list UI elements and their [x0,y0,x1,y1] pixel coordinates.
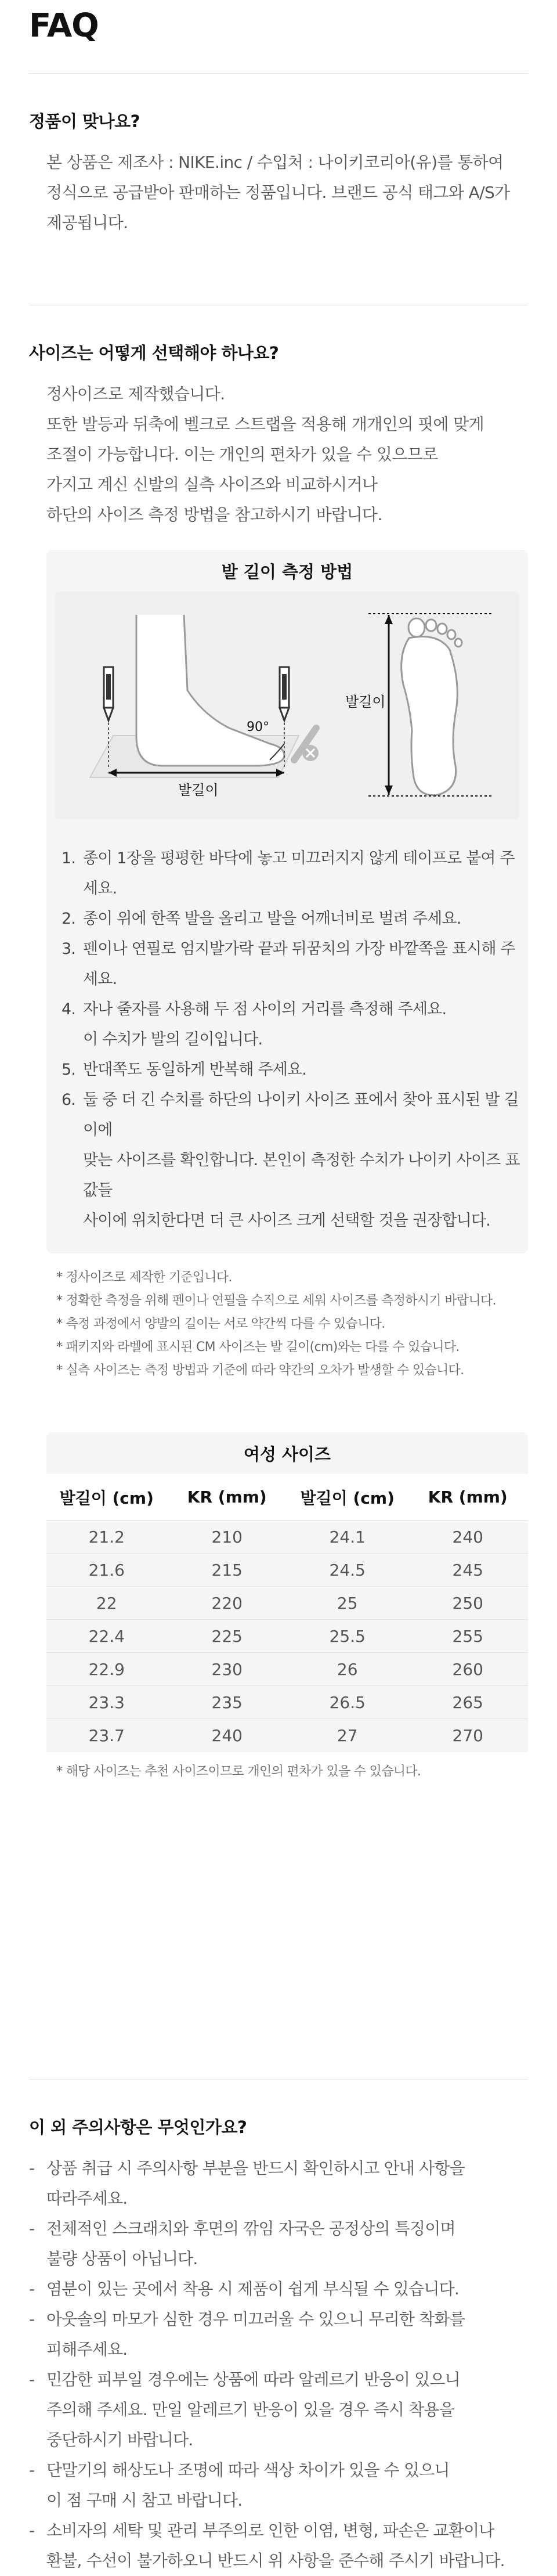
footprint-icon [402,618,462,795]
note-line: * 정사이즈로 제작한 기준입니다. [56,1270,232,1285]
dash-bullet: - [29,2310,35,2329]
list-item [29,2153,528,2184]
answer-line: 정식으로 공급받아 판매하는 정품입니다. 브랜드 공식 태그와 A/S가 [46,183,510,202]
dash-bullet: - [29,2279,35,2298]
faq-question: 정품이 맞나요? [29,111,140,131]
step-number [62,1025,83,1055]
step-text: 둘 중 더 긴 수치를 하단의 나이키 사이즈 표에서 찾아 표시된 발 길이에 [83,1091,519,1139]
table-cell: 215 [211,1560,243,1580]
step-number: 2. [62,910,76,928]
dash-bullet [29,2244,46,2274]
header-cell: 발길이 (cm) [300,1488,395,1508]
answer-line: 조절이 가능합니다. 이는 개인의 편차가 있을 수 있으므로 [46,445,438,464]
step-text: 종이 위에 한쪽 발을 올리고 발을 어깨너비로 벌려 주세요. [83,910,461,928]
measure-step [46,1145,528,1206]
step-text: 맞는 사이즈를 확인합니다. 본인이 측정한 수치가 나이키 사이즈 표 값들 [83,1151,520,1199]
step-text: 반대쪽도 동일하게 반복해 주세요. [83,1061,307,1079]
dash-bullet [29,2546,46,2576]
step-number: 5. [62,1061,76,1079]
dash-bullet [29,2485,46,2516]
caution-text: 중단하시기 바랍니다. [46,2430,193,2449]
dash-bullet [29,2395,46,2425]
caution-text: 피해주세요. [46,2340,128,2359]
table-cell: 26 [337,1659,358,1679]
size-note [56,1760,528,1784]
table-cell: 255 [452,1626,483,1646]
list-item [29,2304,528,2334]
table-row [46,1686,528,1719]
table-row [46,1719,528,1752]
arrow-head [385,615,393,624]
list-item [29,2214,528,2244]
dash-bullet: - [29,2219,35,2238]
list-item [29,2184,528,2214]
table-cell: 245 [452,1560,483,1580]
table-cell: 21.6 [88,1560,125,1580]
measure-step [46,934,528,995]
list-item [29,2365,528,2395]
list-item [29,2395,528,2425]
table-cell: 225 [211,1626,243,1646]
list-item [29,2546,528,2576]
table-row [46,1521,528,1554]
note-line: * 정확한 측정을 위해 펜이나 연필을 수직으로 세워 사이즈를 측정하시기 바랍니다. [56,1294,496,1308]
faq-item-authentic [29,74,528,305]
answer-line: 가지고 계신 신발의 실측 사이즈와 비교하시거나 [46,475,378,494]
size-table-title: 여성 사이즈 [46,1432,528,1474]
table-cell: 210 [211,1527,243,1547]
step-number: 1. [62,849,76,867]
step-text: 자나 줄자를 사용해 두 점 사이의 거리를 측정해 주세요. [83,1000,447,1018]
faq-answer [29,147,528,238]
answer-line: 본 상품은 제조사 : NIKE.inc / 수입처 : 나이키코리아(유)를 통하여 [46,153,504,172]
faq-item-size [29,305,528,2079]
table-cell: 22.9 [88,1659,125,1679]
list-item [29,2244,528,2274]
table-cell: 23.7 [88,1726,125,1745]
step-number: 4. [62,1000,76,1018]
measure-illustration [55,592,519,819]
measure-step [46,904,528,934]
list-item [29,2425,528,2455]
caution-text: 단말기의 해상도나 조명에 따라 색상 차이가 있을 수 있으니 [46,2460,450,2480]
header-cell: KR (mm) [428,1487,508,1507]
table-cell: 240 [452,1527,483,1547]
caution-text: 상품 취급 시 주의사항 부분을 반드시 확인하시고 안내 사항을 [46,2159,465,2178]
size-table [46,1432,528,1752]
measure-step [46,1085,528,1145]
note-line: * 패키지와 라벨에 표시된 CM 사이즈는 발 길이(cm)와는 다를 수 있습니다. [56,1340,460,1354]
caution-text: 불량 상품이 아닙니다. [46,2249,198,2268]
step-number [62,1145,83,1206]
step-text: 펜이나 연필로 엄지발가락 끝과 뒤꿈치의 가장 바깥쪽을 표시해 주세요. [83,940,515,988]
dash-bullet [29,2184,46,2214]
table-cell: 240 [211,1726,243,1745]
table-cell: 24.5 [329,1560,366,1580]
measure-guide-title: 발 길이 측정 방법 [221,561,353,582]
faq-item-cautions [29,2080,528,2576]
note-line: * 측정 과정에서 양발의 길이는 서로 약간씩 다를 수 있습니다. [56,1317,385,1331]
list-item [29,2485,528,2516]
measure-step [46,995,528,1025]
caution-text: 아웃솔의 마모가 심한 경우 미끄러울 수 있으니 무리한 착화를 [46,2310,465,2329]
step-number: 3. [62,940,76,958]
table-cell: 230 [211,1659,243,1679]
dash-bullet: - [29,2521,35,2540]
foot-side-icon [136,615,284,766]
measure-notes [56,1266,528,1382]
faq-answer [29,379,528,530]
measure-steps [46,827,528,1253]
size-table-header [46,1474,528,1521]
table-cell: 25 [337,1593,358,1613]
length-label-left: 발길이 [178,782,219,798]
step-text: 이 수치가 발의 길이입니다. [83,1031,263,1049]
step-number: 6. [62,1091,76,1109]
dash-bullet [29,2334,46,2365]
caution-list [29,2153,528,2576]
measure-step [46,844,528,904]
table-row [46,1587,528,1620]
caution-text: 전체적인 스크래치와 후면의 깎임 자국은 공정상의 특징이며 [46,2219,455,2238]
table-cell: 250 [452,1593,483,1613]
table-row [46,1653,528,1686]
dash-bullet [29,2425,46,2455]
table-cell: 270 [452,1726,483,1745]
caution-text: 소비자의 세탁 및 관리 부주의로 인한 이염, 변형, 파손은 교환이나 [46,2521,494,2540]
dash-bullet: - [29,2159,35,2178]
measure-step [46,1055,528,1085]
table-cell: 23.3 [88,1692,125,1712]
note-line: * 해당 사이즈는 추천 사이즈이므로 개인의 편차가 있을 수 있습니다. [56,1764,421,1779]
measure-step [46,1025,528,1055]
list-item [29,2274,528,2304]
arrow-head [385,786,393,795]
table-cell: 27 [337,1726,358,1745]
list-item [29,2516,528,2546]
list-item [29,2455,528,2485]
step-text: 종이 1장을 평평한 바닥에 놓고 미끄러지지 않게 테이프로 붙여 주세요. [83,849,515,898]
table-cell: 265 [452,1692,483,1712]
angle-label: 90° [247,720,269,734]
caution-text: 민감한 피부일 경우에는 상품에 따라 알레르기 반응이 있으니 [46,2370,460,2389]
faq-question: 이 외 주의사항은 무엇인가요? [29,2117,247,2137]
table-cell: 22.4 [88,1626,125,1646]
list-item [29,2334,528,2365]
measure-step [46,1206,528,1236]
answer-line: 또한 발등과 뒤축에 벨크로 스트랩을 적용해 개개인의 핏에 맞게 [46,415,484,434]
step-text: 사이에 위치한다면 더 큰 사이즈 크게 선택할 것을 권장합니다. [83,1212,491,1230]
answer-line: 제공됩니다. [46,213,128,232]
step-number [62,1206,83,1236]
table-cell: 25.5 [329,1626,366,1646]
table-cell: 26.5 [329,1692,366,1712]
table-cell: 24.1 [329,1527,366,1547]
table-cell: 235 [211,1692,243,1712]
header-cell: 발길이 (cm) [59,1488,154,1508]
dash-bullet: - [29,2460,35,2480]
table-cell: 22 [96,1593,117,1613]
header-cell: KR (mm) [187,1487,267,1507]
table-cell: 260 [452,1659,483,1679]
caution-text: 따라주세요. [46,2189,128,2208]
caution-text: 염분이 있는 곳에서 착용 시 제품이 쉽게 부식될 수 있습니다. [46,2279,459,2298]
faq-question: 사이즈는 어떻게 선택해야 하나요? [29,343,279,363]
dash-bullet: - [29,2370,35,2389]
faq-title: FAQ [29,7,99,45]
note-line: * 실측 사이즈는 측정 방법과 기준에 따라 약간의 오차가 발생할 수 있습니다. [56,1363,464,1378]
caution-text: 주의해 주세요. 만일 알레르기 반응이 있을 경우 즉시 착용을 [46,2400,454,2419]
answer-line: 정사이즈로 제작했습니다. [46,384,225,403]
length-label-right: 발길이 [345,694,386,710]
table-row [46,1554,528,1587]
pencil-left-icon [104,667,113,720]
table-row [46,1620,528,1653]
table-cell: 220 [211,1593,243,1613]
caution-text: 이 점 구매 시 참고 바랍니다. [46,2491,243,2510]
size-table-body [46,1521,528,1752]
foot-measure-illustration [55,592,519,819]
table-cell: 21.2 [88,1527,125,1547]
answer-line: 하단의 사이즈 측정 방법을 참고하시기 바랍니다. [46,505,382,524]
caution-text: 환불, 수선이 불가하오니 반드시 위 사항을 준수해 주시기 바랍니다. [46,2551,505,2570]
pencil-right-icon [280,667,289,720]
measure-guide [46,550,528,1253]
